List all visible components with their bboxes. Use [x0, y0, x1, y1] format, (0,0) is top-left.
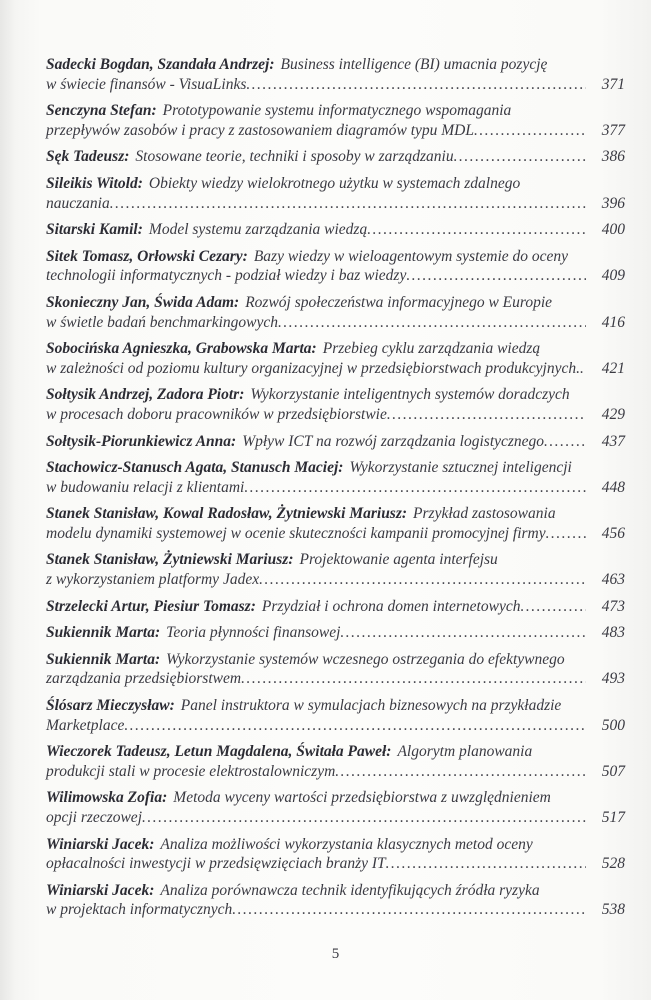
entry-page-number: 517	[601, 809, 625, 826]
entry-last-line	[46, 359, 625, 379]
entry-title-end: w świecie finansów - VisuaLinks	[46, 75, 247, 93]
entry-page-number: 538	[601, 901, 625, 919]
entry-first-line	[46, 385, 625, 405]
dot-leader	[367, 220, 586, 240]
toc-entry	[46, 623, 625, 643]
dot-leader	[580, 359, 586, 379]
entry-title-end: w świetle badań benchmarkingowych	[46, 313, 279, 331]
entry-authors: Ślósarz Mieczysław:	[46, 697, 175, 715]
dot-leader	[244, 478, 586, 498]
entry-title-end: opcji rzeczowej	[46, 809, 142, 826]
dot-leader	[386, 854, 586, 874]
toc-entry	[46, 247, 625, 286]
entry-authors: Strzelecki Artur, Piesiur Tomasz:	[46, 597, 256, 615]
toc-entry	[46, 650, 625, 689]
entry-page-number: 493	[601, 670, 625, 688]
entry-authors: Winiarski Jacek:	[46, 835, 155, 853]
entry-page-number: 409	[601, 267, 625, 285]
entry-page-number: 528	[601, 855, 625, 873]
dot-leader	[259, 570, 586, 590]
toc-entry	[46, 339, 625, 378]
entry-authors: Sukiennik Marta:	[46, 650, 161, 668]
entry-first-line	[46, 293, 625, 313]
toc-entry	[46, 597, 625, 617]
entry-page-number: 429	[601, 405, 625, 423]
entry-title-end: Marketplace	[46, 716, 125, 734]
dot-leader	[232, 900, 586, 920]
entry-authors: Wilimowska Zofia:	[46, 789, 168, 807]
entry-last-line	[46, 597, 625, 617]
entry-last-line	[46, 524, 625, 544]
entry-page-number: 400	[601, 221, 625, 239]
entry-title-start: Przebieg cyklu zarządzania wiedzą	[322, 340, 541, 358]
entry-first-line	[46, 101, 625, 121]
entry-authors: Stanek Stanisław, Kowal Radosław, Żytniewski Mariusz:	[46, 505, 408, 523]
toc-entry	[46, 385, 625, 424]
entry-last-line	[46, 669, 625, 689]
entry-first-line	[46, 550, 625, 570]
dot-leader	[544, 432, 586, 452]
entry-first-line	[46, 788, 625, 808]
entry-last-line	[46, 75, 625, 95]
entry-authors: Winiarski Jacek:	[46, 881, 155, 899]
entry-first-line	[46, 174, 625, 194]
entry-page-number: 500	[601, 716, 625, 734]
entry-authors: Stanek Stanisław, Żytniewski Mariusz:	[46, 551, 294, 569]
dot-leader	[335, 762, 586, 782]
entry-last-line	[46, 147, 625, 167]
dot-leader	[278, 313, 586, 333]
dot-leader	[142, 808, 586, 828]
dot-leader	[520, 597, 586, 617]
entry-title-end: w zależności od poziomu kultury organizacyjnej w przedsiębiorstwach produkcyjnych.	[46, 359, 580, 377]
entry-title-end: opłacalności inwestycji w przedsięwzięciach branży IT	[46, 855, 386, 873]
dot-leader	[124, 716, 586, 736]
entry-last-line	[46, 478, 625, 498]
dot-leader	[406, 266, 586, 286]
entry-title-end: Teoria płynności finansowej	[166, 624, 341, 642]
toc-entry	[46, 550, 625, 589]
entry-title-start: Analiza porównawcza technik identyfikujących źródła ryzyka	[160, 881, 540, 899]
entry-last-line	[46, 266, 625, 286]
entry-authors: Sitarski Kamil:	[46, 221, 143, 239]
entry-last-line	[46, 432, 625, 452]
toc-entry	[46, 55, 625, 94]
toc-list	[46, 55, 625, 927]
entry-first-line	[46, 835, 625, 855]
entry-title-start: Obiekty wiedzy wielokrotnego użytku w systemach zdalnego	[148, 174, 521, 192]
entry-page-number: 386	[601, 148, 625, 166]
entry-page-number: 377	[601, 121, 625, 139]
entry-first-line	[46, 55, 625, 75]
entry-first-line	[46, 650, 625, 670]
entry-title-end: modelu dynamiki systemowej w ocenie skuteczności kampanii promocyjnej firmy	[46, 524, 546, 542]
entry-first-line	[46, 742, 625, 762]
toc-entry	[46, 881, 625, 920]
entry-title-start: Business intelligence (BI) umacnia pozycję	[280, 56, 548, 73]
entry-authors: Sitek Tomasz, Orłowski Cezary:	[46, 247, 248, 265]
toc-entry	[46, 174, 625, 213]
entry-title-start: Bazy wiedzy w wieloagentowym systemie do oceny	[253, 247, 569, 265]
entry-title-end: Wpływ ICT na rozwój zarządzania logistycznego	[242, 432, 545, 450]
entry-title-start: Wykorzystanie systemów wczesnego ostrzegania do efektywnego	[166, 650, 565, 668]
entry-title-start: Analiza możliwości wykorzystania klasycznych metod oceny	[160, 835, 533, 853]
entry-title-end: Przydział i ochrona domen internetowych	[261, 597, 521, 615]
entry-authors: Sołtysik Andrzej, Zadora Piotr:	[46, 386, 245, 404]
entry-last-line	[46, 194, 625, 214]
entry-title-start: Prototypowanie systemu informatycznego wspomagania	[162, 102, 512, 120]
entry-page-number: 416	[601, 313, 625, 331]
toc-entry	[46, 742, 625, 781]
toc-entry	[46, 147, 625, 167]
entry-first-line	[46, 339, 625, 359]
toc-entry	[46, 835, 625, 874]
entry-first-line	[46, 696, 625, 716]
entry-page-number: 448	[601, 478, 625, 496]
toc-entry	[46, 458, 625, 497]
toc-entry	[46, 293, 625, 332]
entry-page-number: 437	[601, 432, 625, 450]
entry-last-line	[46, 762, 625, 782]
entry-title-end: nauczania	[46, 194, 110, 212]
dot-leader	[340, 623, 586, 643]
dot-leader	[110, 194, 586, 214]
dot-leader	[241, 669, 586, 689]
entry-title-start: Algorytm planowania	[397, 743, 533, 761]
entry-title-end: zarządzania przedsiębiorstwem	[46, 670, 242, 688]
entry-title-start: Wykorzystanie sztucznej inteligencji	[349, 459, 572, 477]
entry-authors: Sęk Tadeusz:	[46, 148, 130, 166]
entry-title-start: Wykorzystanie inteligentnych systemów doradczych	[250, 386, 570, 404]
dot-leader	[474, 121, 586, 141]
entry-title-end: w projektach informatycznych	[46, 901, 233, 919]
entry-authors: Skonieczny Jan, Świda Adam:	[46, 293, 240, 311]
toc-entry	[46, 101, 625, 140]
entry-page-number: 473	[601, 597, 625, 615]
entry-page-number: 463	[601, 571, 625, 589]
entry-title-start: Przykład zastosowania	[413, 505, 556, 523]
entry-last-line	[46, 220, 625, 240]
entry-title-start: Panel instruktora w symulacjach biznesowych na przykładzie	[180, 697, 562, 715]
entry-first-line	[46, 458, 625, 478]
entry-title-end: Model systemu zarządzania wiedzą	[148, 221, 368, 239]
entry-last-line	[46, 900, 625, 920]
entry-last-line	[46, 623, 625, 643]
entry-last-line	[46, 716, 625, 736]
page-footer	[46, 946, 625, 963]
entry-first-line	[46, 247, 625, 267]
toc-entry	[46, 504, 625, 543]
toc-entry	[46, 432, 625, 452]
entry-title-start: Projektowanie agenta interfejsu	[299, 551, 498, 569]
toc-entry	[46, 220, 625, 240]
entry-last-line	[46, 313, 625, 333]
entry-page-number: 456	[601, 524, 625, 542]
entry-title-end: z wykorzystaniem platformy Jadex	[46, 571, 260, 589]
entry-title-end: przepływów zasobów i pracy z zastosowaniem diagramów typu MDL	[46, 121, 474, 139]
entry-title-end: w budowaniu relacji z klientami	[46, 478, 245, 496]
entry-last-line	[46, 570, 625, 590]
entry-first-line	[46, 504, 625, 524]
entry-title-end: w procesach doboru pracowników w przedsiębiorstwie	[46, 405, 387, 423]
entry-page-number: 396	[601, 194, 625, 212]
toc-entry	[46, 788, 625, 827]
entry-page-number: 507	[601, 762, 625, 780]
entry-title-start: Metoda wyceny wartości przedsiębiorstwa z uwzględnieniem	[173, 789, 551, 807]
entry-authors: Stachowicz-Stanusch Agata, Stanusch Maciej:	[46, 459, 344, 477]
entry-title-start: Rozwój społeczeństwa informacyjnego w Europie	[245, 293, 553, 311]
dot-leader	[546, 524, 586, 544]
dot-leader	[387, 405, 586, 425]
entry-last-line	[46, 854, 625, 874]
entry-page-number: 371	[601, 75, 625, 93]
dot-leader	[246, 75, 586, 95]
entry-last-line	[46, 121, 625, 141]
dot-leader	[454, 147, 586, 167]
toc-entry	[46, 696, 625, 735]
entry-last-line	[46, 808, 625, 828]
entry-authors: Wieczorek Tadeusz, Letun Magdalena, Świtała Paweł:	[46, 743, 392, 761]
entry-authors: Sukiennik Marta:	[46, 624, 161, 642]
entry-authors: Sobocińska Agnieszka, Grabowska Marta:	[46, 340, 317, 358]
entry-authors: Sileikis Witold:	[46, 174, 143, 192]
entry-first-line	[46, 881, 625, 901]
entry-title-end: technologii informatycznych - podział wiedzy i baz wiedzy	[46, 267, 407, 285]
entry-page-number: 421	[601, 359, 625, 377]
entry-authors: Sadecki Bogdan, Szandała Andrzej:	[46, 56, 275, 73]
footer-page-number: 5	[331, 946, 340, 962]
entry-last-line	[46, 405, 625, 425]
entry-title-end: Stosowane teorie, techniki i sposoby w zarządzaniu	[135, 148, 454, 166]
entry-title-end: produkcji stali w procesie elektrostalowniczym	[46, 762, 336, 780]
entry-authors: Senczyna Stefan:	[46, 102, 157, 120]
entry-authors: Sołtysik-Piorunkiewicz Anna:	[46, 432, 237, 450]
entry-page-number: 483	[601, 624, 625, 642]
